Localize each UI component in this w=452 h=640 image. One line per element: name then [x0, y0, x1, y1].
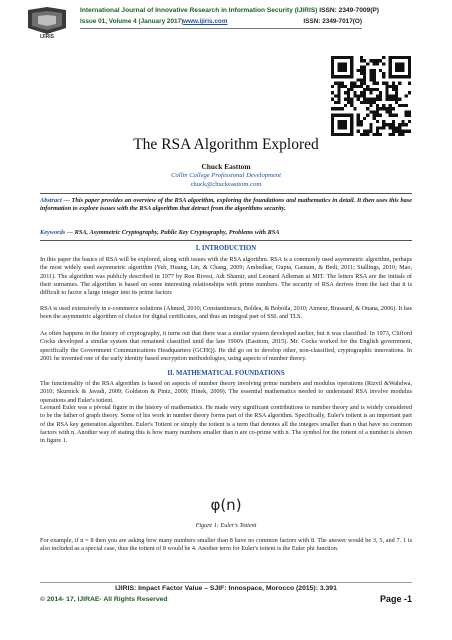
- footer-rule: [40, 582, 412, 583]
- section-heading-introduction: I. INTRODUCTION: [195, 245, 257, 252]
- math-paragraph-3: For example, if n = 8 then you are asking how many numbers smaller than 8 have no common factors with 8. The answer would be 3, 5, and 7. 1 is also included as a special case, thus the totient of 8 would be 4. Another term for Euler's totient is the Euler phi function.: [40, 537, 412, 553]
- keywords-text: RSA, Asymmetric Cryptography, Public Key Cryptography, Problems with RSA: [74, 229, 280, 236]
- keywords: [40, 229, 412, 236]
- keywords-rule: [40, 240, 412, 241]
- abstract-label: Abstract —: [40, 197, 70, 204]
- issue-line: [80, 18, 362, 25]
- author-name: Chuck Easttom: [201, 162, 251, 171]
- issn-print: ISSN: 2349-7009(P): [319, 7, 380, 14]
- keywords-label: Keywords —: [40, 229, 74, 236]
- intro-paragraph-2: RSA is used extensively in e-commerce solutions (Ahmed, 2010; Constantinescu, Boldea, & Boboila, 2010; Aimeur, Brassard, & Onana, 2006). It has been the asymmetric algorithm of choice for digital certificates, and thus an integral part of SSL and TLS.: [40, 305, 412, 321]
- author-email: chuck@chuckeasttom.com: [190, 181, 262, 188]
- journal-logo: [22, 6, 72, 40]
- issn-online: ISSN: 2349-7017(O): [303, 18, 362, 25]
- intro-paragraph-3: As often happens in the history of cryptography, it turns out that there was a similar system developed earlier, but it was classified. In 1973, Clifford Cocks developed a similar system that remained classified until the late 1990's (Easttom, 2015). Mr. Cocks worked for the English government, specifically the Government Communications Headquarters (GCHQ). He did go on to develop other, non-classified, cryptographic innovations. In 2001 he invented one of the early identity based encryption methodologies, using aspects of number theory.: [40, 330, 412, 363]
- intro-paragraph-1: In this paper the basics of RSA will be explored, along with issues with the RSA algorithm. RSA is a commonly used asymmetric algorithm, perhaps the most widely used asymmetric algorithm (Yeh, Huang, Lin, & Chang, 2009; Ambedkar, Gupta, Gautam, & Bedi, 2011; Stallings, 2010; Mao, 2011). The algorithm was publicly described in 1977 by Ron Rivest, Adi Shamir, and Leonard Adleman at MIT. The letters RSA are the initials of their surnames. The algorithm is based on some interesting relationships with prime numbers. The security of RSA derives from the fact that it is difficult to factor a large integer into its prime factors: [40, 256, 412, 297]
- logo-text: IJIRIS: [40, 34, 54, 40]
- journal-website-link[interactable]: www.ijiris.com: [183, 18, 228, 25]
- paper-title: The RSA Algorithm Explored: [133, 136, 319, 153]
- abstract-top-rule: [40, 193, 412, 194]
- abstract-text: This paper provides an overview of the RSA algorithm, exploring the foundations and mathematics in detail. It then uses this base information to explore issues with the RSA algorithm that detract from the algorithms security.: [40, 197, 412, 213]
- issue-info: Issue 01, Volume 4 (January 2017): [80, 18, 184, 25]
- header-rule: [80, 28, 362, 29]
- abstract: [40, 197, 412, 214]
- math-paragraph-1: The functionality of the RSA algorithm is based on aspects of number theory involving prime numbers and modulus operations (Rizvil &Wahdwa, 2010; Skurnick & Javadi, 2009; Goldston & Pintz, 2009; Hinek, 2009). The essential mathematics needed to understand RSA involve modulus operations and Euler's totient.: [40, 380, 412, 404]
- section-heading-mathematical-foundations: II. MATHEMATICAL FOUNDATIONS: [167, 370, 285, 377]
- figure-caption: Figure 1: Euler's Totient: [195, 522, 257, 529]
- author-affiliation: Collin College Professional Development: [171, 172, 281, 179]
- qr-code: [331, 56, 411, 136]
- page-number: Page -1: [379, 594, 412, 604]
- math-paragraph-2: Leonard Euler was a pivotal figure in the history of mathematics. He made very significant contributions to number theory and is widely considered to be the father of graph theory. Some of his work in number theory forms part of the RSA algorithm. Specifically, Euler's totient is an important part of the RSA key generation algorithm. Euler's Totient or simply the totient is a term that denotes all the integers smaller than n that have no common factors with n. Another way of stating this is how many numbers smaller than n are co-prime with n. The symbol for the totient of a number is shown in figure 1.: [40, 404, 412, 445]
- euler-totient-formula: φ(n): [210, 496, 242, 514]
- impact-factor: IJIRIS: Impact Factor Value – SJIF: Innospace, Morocco (2015): 3.391: [115, 585, 337, 592]
- journal-name: International Journal of Innovative Research in Information Security (IJIRIS): [80, 7, 318, 14]
- copyright: © 2014- 17, IJIRAE- All Rights Reserved: [40, 596, 168, 603]
- journal-name-line: [80, 7, 379, 14]
